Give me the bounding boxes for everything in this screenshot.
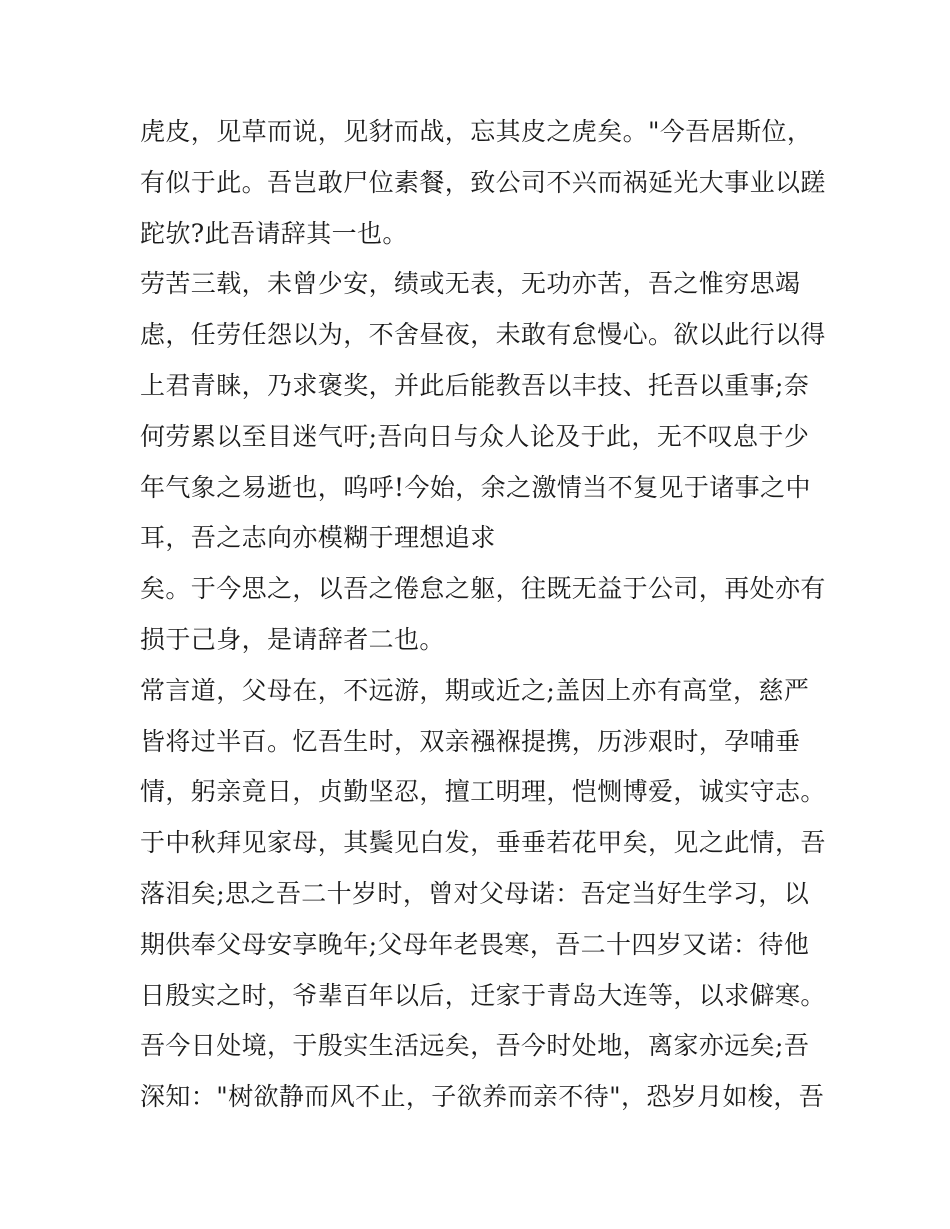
text-line: 常言道，父母在，不远游，期或近之;盖因上亦有高堂，慈严 (140, 675, 810, 705)
text-line: 落泪矣;思之吾二十岁时，曾对父母诺：吾定当好生学习，以 (140, 878, 810, 908)
text-line: 于中秋拜见家母，其鬓见白发，垂垂若花甲矣，见之此情，吾 (140, 828, 826, 858)
text-line: 何劳累以至目迷气吁;吾向日与众人论及于此，无不叹息于少 (140, 421, 810, 451)
text-line: 皆将过半百。忆吾生时，双亲襁褓提携，历涉艰时，孕哺垂 (140, 726, 801, 756)
text-line: 虎皮，见草而说，见豺而战，忘其皮之虎矣。"今吾居斯位， (140, 117, 813, 146)
text-line: 上君青睐，乃求褒奖，并此后能教吾以丰技、托吾以重事;奈 (140, 370, 810, 400)
text-line: 情，躬亲竟日，贞勤坚忍，擅工明理，恺恻博爱，诚实守志。 (140, 777, 826, 807)
body-text (140, 107, 826, 1123)
text-line: 有似于此。吾岂敢尸位素餐，致公司不兴而祸延光大事业以蹉 (140, 167, 826, 197)
text-line: 跎欤?此吾请辞其一也。 (140, 218, 408, 248)
text-line: 期供奉父母安享晚年;父母年老畏寒，吾二十四岁又诺：待他 (140, 929, 810, 959)
text-line: 耳，吾之志向亦模糊于理想追求 (140, 523, 496, 553)
text-line: 吾今日处境，于殷实生活远矣，吾今时处地，离家亦远矣;吾 (140, 1031, 810, 1061)
text-line: 劳苦三载，未曾少安，绩或无表，无功亦苦，吾之惟穷思竭 (140, 269, 801, 299)
text-line: 损于己身，是请辞者二也。 (140, 624, 445, 654)
text-line: 深知："树欲静而风不止，子欲养而亲不待"，恐岁月如梭，吾 (140, 1082, 825, 1112)
text-line: 日殷实之时，爷辈百年以后，迁家于青岛大连等，以求僻寒。 (140, 980, 826, 1010)
text-line: 年气象之易逝也，呜呼!今始，余之激情当不复见于诸事之中 (140, 472, 811, 502)
text-line: 矣。于今思之，以吾之倦怠之躯，往既无益于公司，再处亦有 (140, 574, 826, 604)
text-line: 虑，任劳任怨以为，不舍昼夜，未敢有怠慢心。欲以此行以得 (140, 320, 826, 350)
